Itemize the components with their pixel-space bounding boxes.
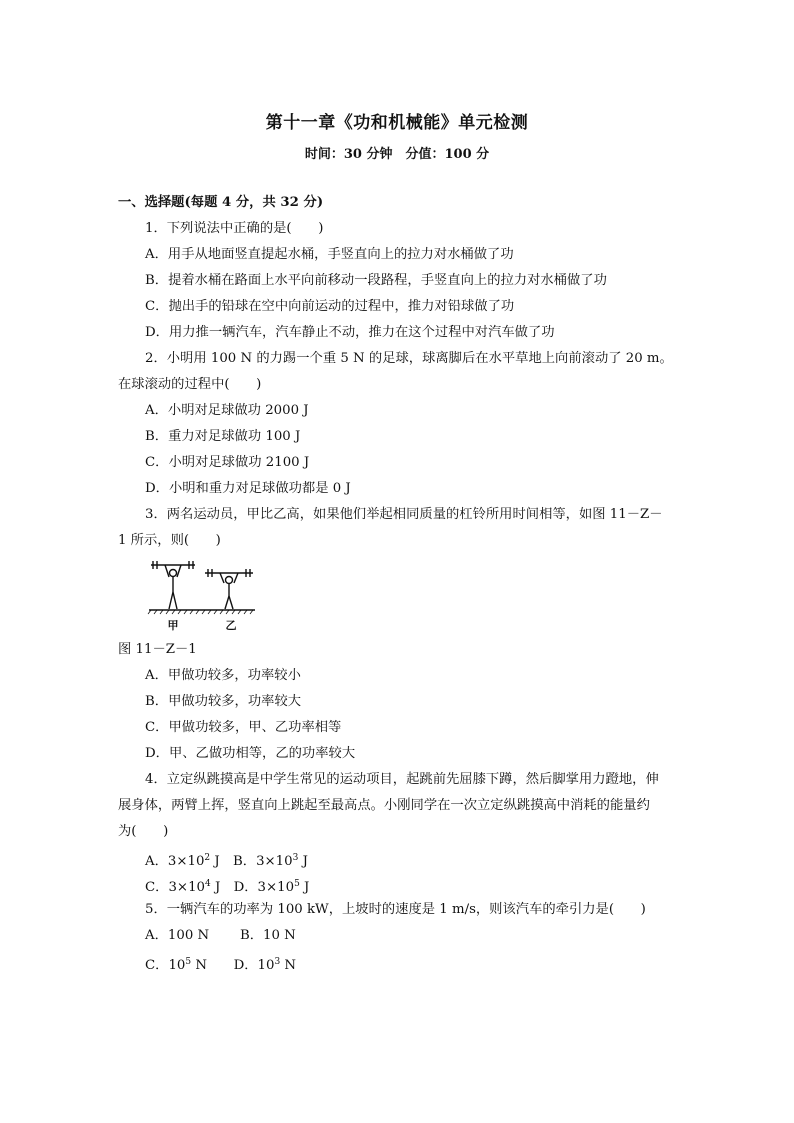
document-title: 第十一章《功和机械能》单元检测 <box>265 113 529 133</box>
question-5-options-ab: A．100 N B．10 N <box>145 928 296 943</box>
question-1-option-b: B．提着水桶在路面上水平向前移动一段路程，手竖直向上的拉力对水桶做了功 <box>145 273 607 288</box>
exam-meta: 时间：30 分钟 分值：100 分 <box>304 147 490 162</box>
athlete-jia <box>151 561 195 609</box>
figure-label-jia: 甲 <box>167 619 179 632</box>
question-2-stem-cont: 在球滚动的过程中( ) <box>118 377 262 392</box>
question-2-option-c: C．小明对足球做功 2100 J <box>145 455 310 470</box>
question-4-options-cd: C．$3\times 10^4$ J D．$3\times 10^5$ J <box>145 879 310 895</box>
weightlifters-figure <box>147 559 259 633</box>
question-2-option-a: A．小明对足球做功 2000 J <box>145 403 309 418</box>
question-2-stem: 2．小明用 100 N 的力踢一个重 5 N 的足球，球离脚后在水平草地上向前滚动了 20 m。 <box>145 351 673 366</box>
question-4-stem: 4．立定纵跳摸高是中学生常见的运动项目，起跳前先屈膝下蹲，然后脚掌用力蹬地，伸 <box>145 772 659 787</box>
athlete-yi <box>205 569 253 609</box>
question-1-option-c: C．抛出手的铅球在空中向前运动的过程中，推力对铅球做了功 <box>145 299 515 314</box>
question-2-option-d: D．小明和重力对足球做功都是 0 J <box>145 481 351 496</box>
question-3-option-c: C．甲做功较多，甲、乙功率相等 <box>145 720 342 735</box>
figure-caption: 图 11－Z－1 <box>118 642 197 657</box>
question-4-stem-end: 为( ) <box>118 824 169 839</box>
question-1-stem: 1．下列说法中正确的是( ) <box>145 221 324 236</box>
question-3-option-b: B．甲做功较多，功率较大 <box>145 694 302 709</box>
question-4-stem-cont: 展身体，两臂上挥，竖直向上跳起至最高点。小刚同学在一次立定纵跳摸高中消耗的能量约 <box>118 798 650 813</box>
question-2-option-b: B．重力对足球做功 100 J <box>145 429 301 444</box>
question-1-option-a: A．用手从地面竖直提起水桶，手竖直向上的拉力对水桶做了功 <box>145 247 514 262</box>
question-3-stem-cont: 1 所示，则( ) <box>118 533 221 548</box>
question-5-stem: 5．一辆汽车的功率为 100 kW，上坡时的速度是 1 m/s，则该汽车的牵引力是( ) <box>145 902 646 917</box>
question-5-options-cd: C．$10^5$ N D．$10^3$ N <box>145 957 297 973</box>
question-3-stem: 3．两名运动员，甲比乙高，如果他们举起相同质量的杠铃所用时间相等，如图 11－Z－ <box>145 507 663 522</box>
figure-label-yi: 乙 <box>225 619 237 632</box>
question-1-option-d: D．用力推一辆汽车，汽车静止不动，推力在这个过程中对汽车做了功 <box>145 325 555 340</box>
section-heading: 一、选择题(每题 4 分，共 32 分) <box>118 195 324 210</box>
question-3-option-d: D．甲、乙做功相等，乙的功率较大 <box>145 746 356 761</box>
question-3-option-a: A．甲做功较多，功率较小 <box>145 668 301 683</box>
question-4-options-ab: A．$3\times 10^2$ J B．$3\times 10^3$ J <box>145 853 308 869</box>
